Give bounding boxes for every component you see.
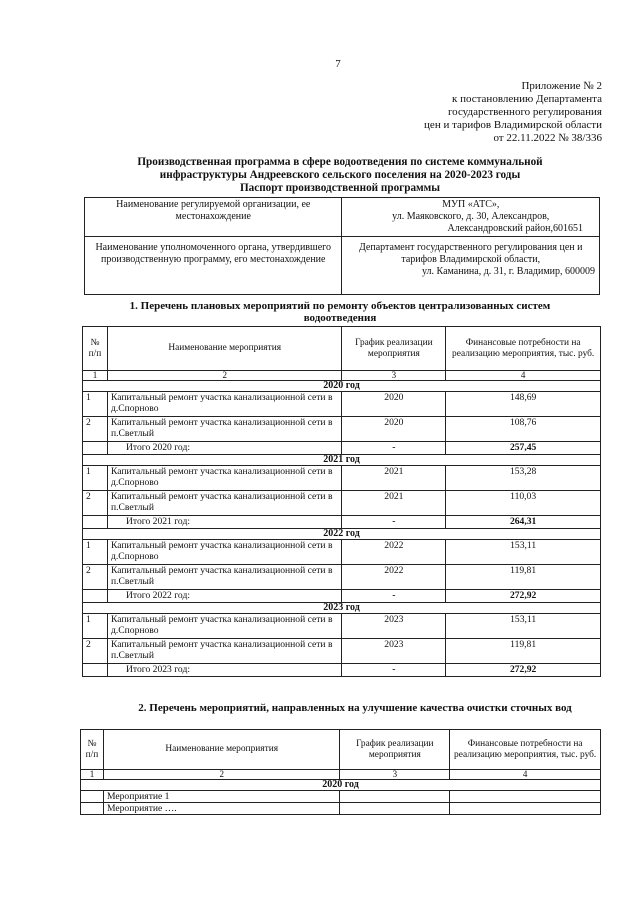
header-row bbox=[81, 730, 601, 770]
table-row bbox=[83, 417, 601, 442]
passport-value-line: МУП «АТС», bbox=[442, 199, 500, 210]
total-empty-cell bbox=[83, 442, 108, 455]
passport-title: Паспорт производственной программы bbox=[239, 182, 441, 194]
row-schedule bbox=[340, 803, 450, 815]
total-dash: - bbox=[342, 516, 446, 529]
col-number: 4 bbox=[446, 371, 601, 381]
row-number: 2 bbox=[83, 565, 108, 590]
row-schedule: 2023 bbox=[342, 639, 446, 664]
row-name: Капитальный ремонт участка канализационной сети в п.Светлый bbox=[107, 491, 341, 516]
page-number: 7 bbox=[335, 58, 341, 70]
total-dash: - bbox=[342, 664, 446, 677]
column-number-row bbox=[81, 770, 601, 780]
passport-label: Наименование уполномоченного органа, утвердившего производственную программу, его местонахождение bbox=[85, 237, 342, 295]
total-empty-cell bbox=[83, 516, 108, 529]
year-label: 2023 год bbox=[83, 603, 601, 614]
table-row bbox=[83, 466, 601, 491]
row-finance bbox=[450, 803, 601, 815]
total-row bbox=[83, 442, 601, 455]
passport-value-line: ул. Маяковского, д. 30, Александров, bbox=[392, 211, 550, 222]
total-row bbox=[83, 664, 601, 677]
row-number: 2 bbox=[83, 417, 108, 442]
row-finance: 119,81 bbox=[446, 639, 601, 664]
row-number: 2 bbox=[83, 491, 108, 516]
row-name: Капитальный ремонт участка канализационной сети в д.Спорново bbox=[107, 392, 341, 417]
row-name: Капитальный ремонт участка канализационной сети в д.Спорново bbox=[107, 614, 341, 639]
total-dash: - bbox=[342, 590, 446, 603]
col-number: 4 bbox=[450, 770, 601, 780]
col-header: № п/п bbox=[81, 730, 104, 770]
col-number: 3 bbox=[340, 770, 450, 780]
col-header: График реализации мероприятия bbox=[340, 730, 450, 770]
row-name: Мероприятие …. bbox=[103, 803, 339, 815]
year-label: 2022 год bbox=[83, 529, 601, 540]
passport-value bbox=[342, 237, 600, 295]
row-schedule: 2021 bbox=[342, 491, 446, 516]
col-header: График реализации мероприятия bbox=[342, 327, 446, 371]
passport-table bbox=[84, 197, 600, 295]
passport-row bbox=[85, 198, 600, 237]
col-header: Наименование мероприятия bbox=[107, 327, 341, 371]
appendix-line: Приложение № 2 bbox=[521, 80, 602, 92]
total-value: 272,92 bbox=[446, 664, 601, 677]
row-finance: 108,76 bbox=[446, 417, 601, 442]
year-row bbox=[83, 381, 601, 392]
col-header: Финансовые потребности на реализацию мероприятия, тыс. руб. bbox=[450, 730, 601, 770]
total-empty-cell bbox=[83, 590, 108, 603]
appendix-line: к постановлению Департамента bbox=[451, 93, 602, 105]
row-finance: 153,28 bbox=[446, 466, 601, 491]
row-finance: 110,03 bbox=[446, 491, 601, 516]
total-dash: - bbox=[342, 442, 446, 455]
year-row bbox=[83, 455, 601, 466]
appendix-line: от 22.11.2022 № 38/336 bbox=[493, 132, 602, 144]
passport-value-line: ул. Каманина, д. 31, г. Владимир, 600009 bbox=[422, 266, 595, 277]
total-empty-cell bbox=[83, 664, 108, 677]
year-label: 2020 год bbox=[81, 780, 601, 791]
row-number bbox=[81, 791, 104, 803]
row-name: Капитальный ремонт участка канализационной сети в п.Светлый bbox=[107, 639, 341, 664]
row-schedule: 2023 bbox=[342, 614, 446, 639]
header-row bbox=[83, 327, 601, 371]
row-schedule: 2022 bbox=[342, 565, 446, 590]
table-row bbox=[83, 540, 601, 565]
year-label: 2020 год bbox=[83, 381, 601, 392]
passport-value-line: Департамент государственного регулирования цен и тарифов Владимирской области, bbox=[358, 242, 583, 265]
row-number: 1 bbox=[83, 392, 108, 417]
col-number: 1 bbox=[83, 371, 108, 381]
total-value: 257,45 bbox=[446, 442, 601, 455]
column-number-row bbox=[83, 371, 601, 381]
section1-table bbox=[82, 326, 601, 677]
row-schedule: 2020 bbox=[342, 392, 446, 417]
row-finance: 119,81 bbox=[446, 565, 601, 590]
col-header: № п/п bbox=[83, 327, 108, 371]
col-number: 2 bbox=[103, 770, 339, 780]
document-title bbox=[60, 156, 620, 195]
total-label: Итого 2022 год: bbox=[107, 590, 341, 603]
appendix-line: цен и тарифов Владимирской области bbox=[424, 119, 602, 131]
col-header: Наименование мероприятия bbox=[103, 730, 339, 770]
row-name: Капитальный ремонт участка канализационной сети в п.Светлый bbox=[107, 565, 341, 590]
table-row bbox=[81, 791, 601, 803]
total-row bbox=[83, 516, 601, 529]
title-line: Производственная программа в сфере водоотведения по системе коммунальной bbox=[137, 156, 543, 168]
col-number: 3 bbox=[342, 371, 446, 381]
total-label: Итого 2020 год: bbox=[107, 442, 341, 455]
total-label: Итого 2021 год: bbox=[107, 516, 341, 529]
total-label: Итого 2023 год: bbox=[107, 664, 341, 677]
passport-value-line: Александровский район,601651 bbox=[447, 223, 583, 234]
passport-value bbox=[342, 198, 600, 237]
appendix-line: государственного регулирования bbox=[447, 106, 602, 118]
row-finance: 148,69 bbox=[446, 392, 601, 417]
section2-title: 2. Перечень мероприятий, направленных на улучшение качества очистки сточных вод bbox=[138, 702, 572, 714]
table-row bbox=[83, 392, 601, 417]
table-row bbox=[83, 565, 601, 590]
title-line: инфраструктуры Андреевского сельского поселения на 2020-2023 годы bbox=[159, 169, 521, 181]
col-number: 1 bbox=[81, 770, 104, 780]
row-number: 1 bbox=[83, 540, 108, 565]
table-row bbox=[83, 639, 601, 664]
passport-label: Наименование регулируемой организации, ее местонахождение bbox=[85, 198, 342, 237]
table-row bbox=[83, 491, 601, 516]
row-schedule: 2022 bbox=[342, 540, 446, 565]
year-row bbox=[83, 529, 601, 540]
row-number: 2 bbox=[83, 639, 108, 664]
row-number: 1 bbox=[83, 466, 108, 491]
total-row bbox=[83, 590, 601, 603]
row-name: Капитальный ремонт участка канализационной сети в д.Спорново bbox=[107, 540, 341, 565]
year-row bbox=[81, 780, 601, 791]
col-number: 2 bbox=[107, 371, 341, 381]
table-row bbox=[81, 803, 601, 815]
row-number bbox=[81, 803, 104, 815]
row-schedule bbox=[340, 791, 450, 803]
total-value: 264,31 bbox=[446, 516, 601, 529]
section1-title: 1. Перечень плановых мероприятий по ремонту объектов централизованных систем водоотведения bbox=[129, 300, 551, 324]
table-row bbox=[83, 614, 601, 639]
row-schedule: 2020 bbox=[342, 417, 446, 442]
row-name: Мероприятие 1 bbox=[103, 791, 339, 803]
year-row bbox=[83, 603, 601, 614]
year-label: 2021 год bbox=[83, 455, 601, 466]
passport-row bbox=[85, 237, 600, 295]
row-name: Капитальный ремонт участка канализационной сети в п.Светлый bbox=[107, 417, 341, 442]
row-schedule: 2021 bbox=[342, 466, 446, 491]
row-finance: 153,11 bbox=[446, 540, 601, 565]
row-finance: 153,11 bbox=[446, 614, 601, 639]
row-number: 1 bbox=[83, 614, 108, 639]
col-header: Финансовые потребности на реализацию мероприятия, тыс. руб. bbox=[446, 327, 601, 371]
row-name: Капитальный ремонт участка канализационной сети в д.Спорново bbox=[107, 466, 341, 491]
row-finance bbox=[450, 791, 601, 803]
appendix-block bbox=[340, 80, 602, 145]
section2-table bbox=[80, 729, 601, 815]
total-value: 272,92 bbox=[446, 590, 601, 603]
